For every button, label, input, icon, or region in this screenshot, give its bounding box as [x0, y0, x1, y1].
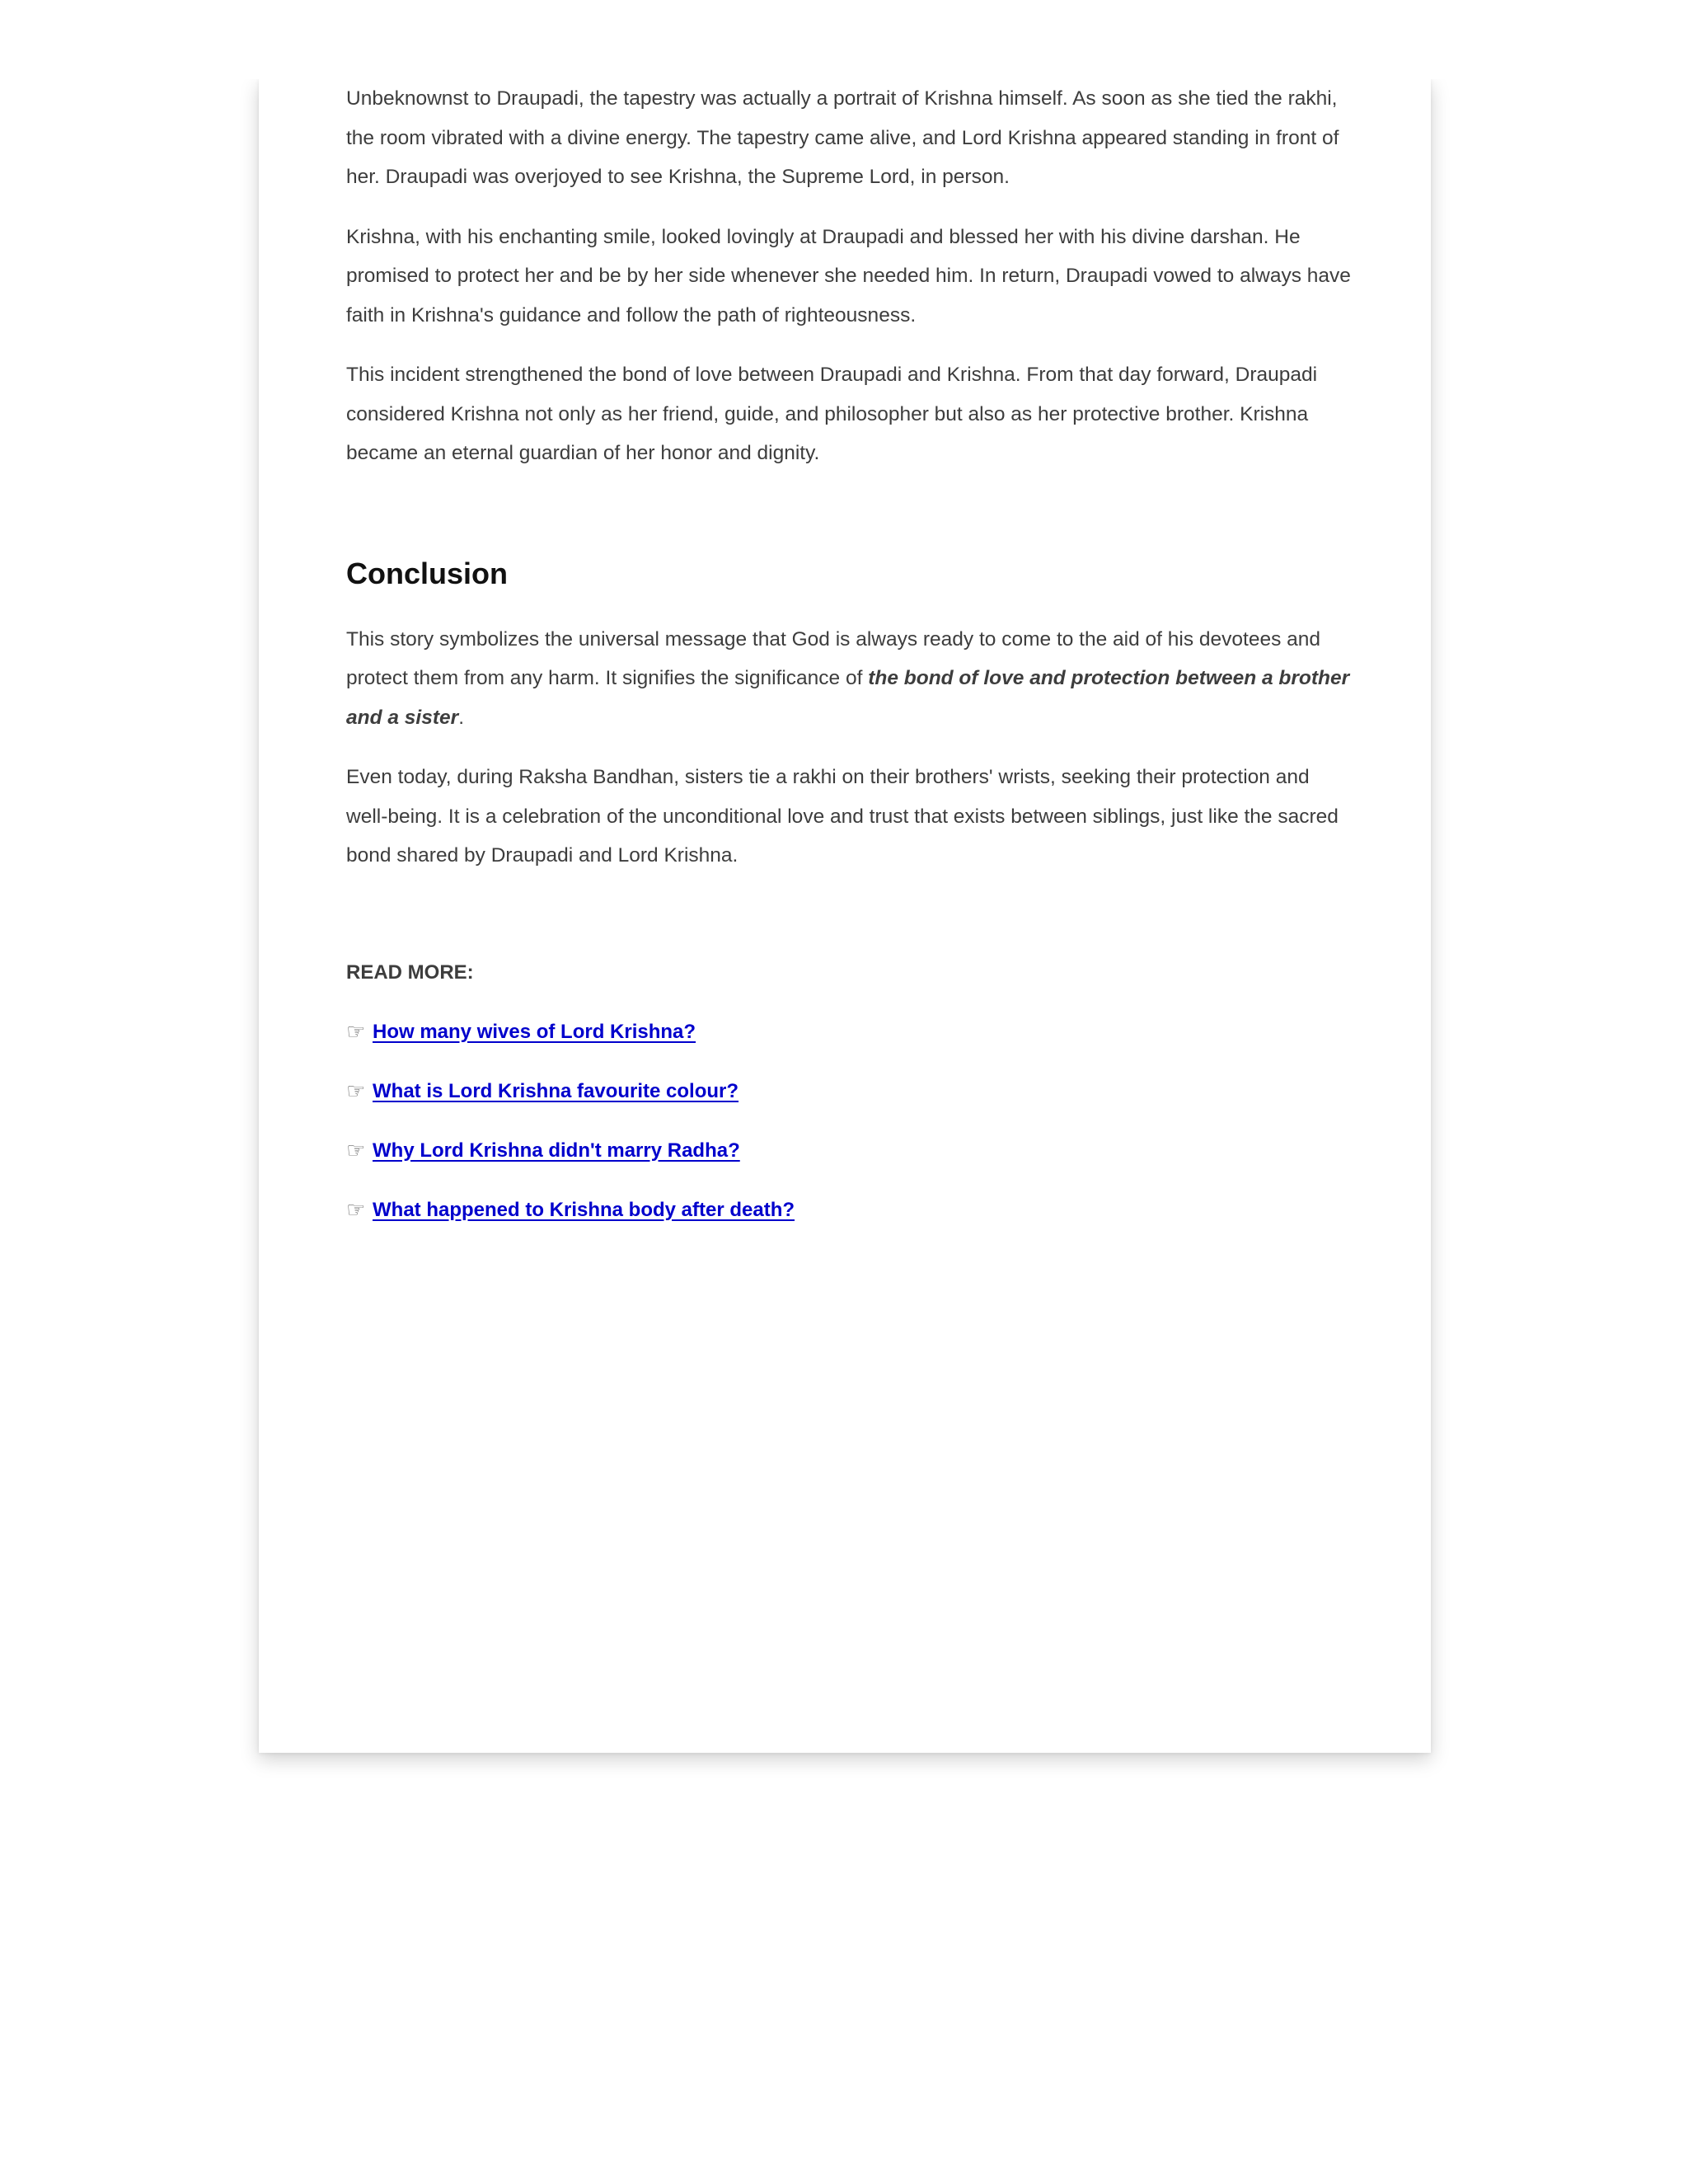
read-more-link-colour[interactable]: What is Lord Krishna favourite colour? [373, 1079, 739, 1102]
conclusion-text: This story symbolizes the universal message that God is always ready to come to the aid of his devotees and protect them from any harm. It signifies the significance of [346, 627, 1321, 689]
conclusion-paragraph: Even today, during Raksha Bandhan, sisters tie a rakhi on their brothers' wrists, seeking their protection and well-being. It is a celebration of the unconditional love and trust that exists between siblings, just like the sacred bond shared by Draupadi and Lord Krishna. [346, 766, 1339, 867]
conclusion-heading: Conclusion [346, 556, 508, 590]
pointing-hand-icon: ☞ [346, 1138, 366, 1163]
article-content [346, 79, 1352, 1224]
read-more-label: READ MORE: [346, 960, 474, 984]
conclusion-emphasis: the bond of love and protection between a brother and a sister [346, 667, 1350, 729]
conclusion-paragraph [346, 620, 1352, 738]
read-more-item [346, 1019, 1352, 1045]
read-more-item [346, 1138, 1352, 1164]
article-paragraph: Krishna, with his enchanting smile, looked lovingly at Draupadi and blessed her with his divine darshan. He promised to protect her and be by her side whenever she needed him. In return, Draupadi vowed to always have faith in Krishna's guidance and follow the path of righteousness. [346, 225, 1351, 326]
pointing-hand-icon: ☞ [346, 1078, 366, 1104]
conclusion-text-end: . [458, 706, 464, 729]
read-more-item [346, 1078, 1352, 1105]
read-more-list [346, 1019, 1352, 1224]
pointing-hand-icon: ☞ [346, 1019, 366, 1045]
read-more-item [346, 1197, 1352, 1224]
article-paragraph: Unbeknownst to Draupadi, the tapestry was actually a portrait of Krishna himself. As soon as she tied the rakhi, the room vibrated with a divine energy. The tapestry came alive, and Lord Krishna appeared standing in front of her. Draupadi was overjoyed to see Krishna, the Supreme Lord, in person. [346, 87, 1339, 188]
read-more-link-wives[interactable]: How many wives of Lord Krishna? [373, 1020, 696, 1043]
article-paragraph: This incident strengthened the bond of love between Draupadi and Krishna. From that day forward, Draupadi considered Krishna not only as her friend, guide, and philosopher but also as her protective brother. Krishna became an eternal guardian of her honor and dignity. [346, 364, 1318, 464]
read-more-link-radha[interactable]: Why Lord Krishna didn't marry Radha? [373, 1139, 740, 1162]
read-more-link-death[interactable]: What happened to Krishna body after death? [373, 1198, 795, 1221]
pointing-hand-icon: ☞ [346, 1197, 366, 1223]
